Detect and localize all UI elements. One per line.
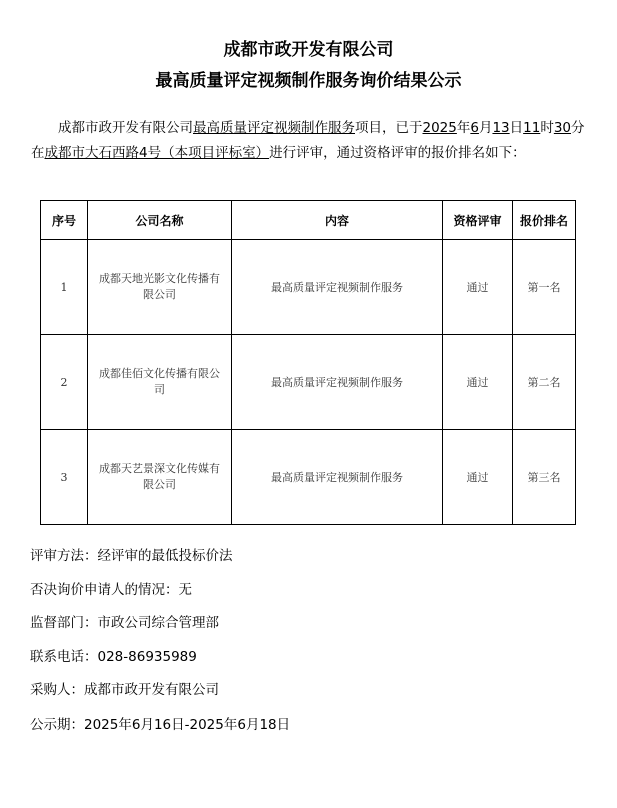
intro-day: 13 <box>492 120 510 136</box>
row-review: 通过 <box>443 335 513 430</box>
intro-year: 2025 <box>422 120 457 136</box>
table-header-row <box>41 201 576 240</box>
intro-text2: 进行评审，通过资格评审的报价排名如下： <box>269 145 526 161</box>
footer-method: 评审方法：经评审的最低投标价法 <box>30 548 233 564</box>
row-no: 1 <box>41 240 88 335</box>
row-no: 3 <box>41 430 88 525</box>
intro-month: 6 <box>470 120 479 136</box>
intro-year-unit: 年 <box>456 120 471 136</box>
intro-minute-unit: 分在 <box>31 120 585 161</box>
intro-day-unit: 日 <box>509 120 524 136</box>
row-content: 最高质量评定视频制作服务 <box>232 240 443 335</box>
result-table <box>40 200 576 525</box>
footer-phone: 联系电话：028-86935989 <box>30 649 197 665</box>
row-no: 2 <box>41 335 88 430</box>
row-company: 成都佳佰文化传播有限公司 <box>88 335 232 430</box>
intro-text1: 项目，已于 <box>355 120 423 136</box>
row-company: 成都天地光影文化传播有限公司 <box>88 240 232 335</box>
header-no: 序号 <box>41 201 88 240</box>
header-review: 资格评审 <box>443 201 513 240</box>
intro-minute: 30 <box>553 120 572 136</box>
intro-project: 最高质量评定视频制作服务 <box>193 120 355 136</box>
row-company: 成都天艺景深文化传媒有限公司 <box>88 430 232 525</box>
page-subtitle: 最高质量评定视频制作服务询价结果公示 <box>155 71 462 91</box>
row-rank: 第二名 <box>513 335 576 430</box>
intro-paragraph <box>31 116 591 166</box>
row-rank: 第一名 <box>513 240 576 335</box>
header-company: 公司名称 <box>88 201 232 240</box>
footer-period: 公示期：2025年6月16日-2025年6月18日 <box>30 717 291 733</box>
row-content: 最高质量评定视频制作服务 <box>232 430 443 525</box>
row-rank: 第三名 <box>513 430 576 525</box>
row-review: 通过 <box>443 240 513 335</box>
header-rank: 报价排名 <box>513 201 576 240</box>
header-content: 内容 <box>232 201 443 240</box>
intro-hour-unit: 时 <box>540 120 554 136</box>
table-row <box>41 240 576 335</box>
intro-company: 成都市政开发有限公司 <box>58 120 193 136</box>
intro-month-unit: 月 <box>478 120 493 136</box>
intro-location: 成都市大石西路4号（本项目评标室） <box>44 145 270 161</box>
table-row <box>41 335 576 430</box>
page-title: 成都市政开发有限公司 <box>223 40 394 60</box>
row-content: 最高质量评定视频制作服务 <box>232 335 443 430</box>
footer-buyer: 采购人：成都市政开发有限公司 <box>30 682 219 698</box>
table-row <box>41 430 576 525</box>
row-review: 通过 <box>443 430 513 525</box>
footer-supervisor: 监督部门：市政公司综合管理部 <box>30 615 219 631</box>
footer-rejected: 否决询价申请人的情况：无 <box>30 582 192 598</box>
intro-hour: 11 <box>523 120 541 136</box>
